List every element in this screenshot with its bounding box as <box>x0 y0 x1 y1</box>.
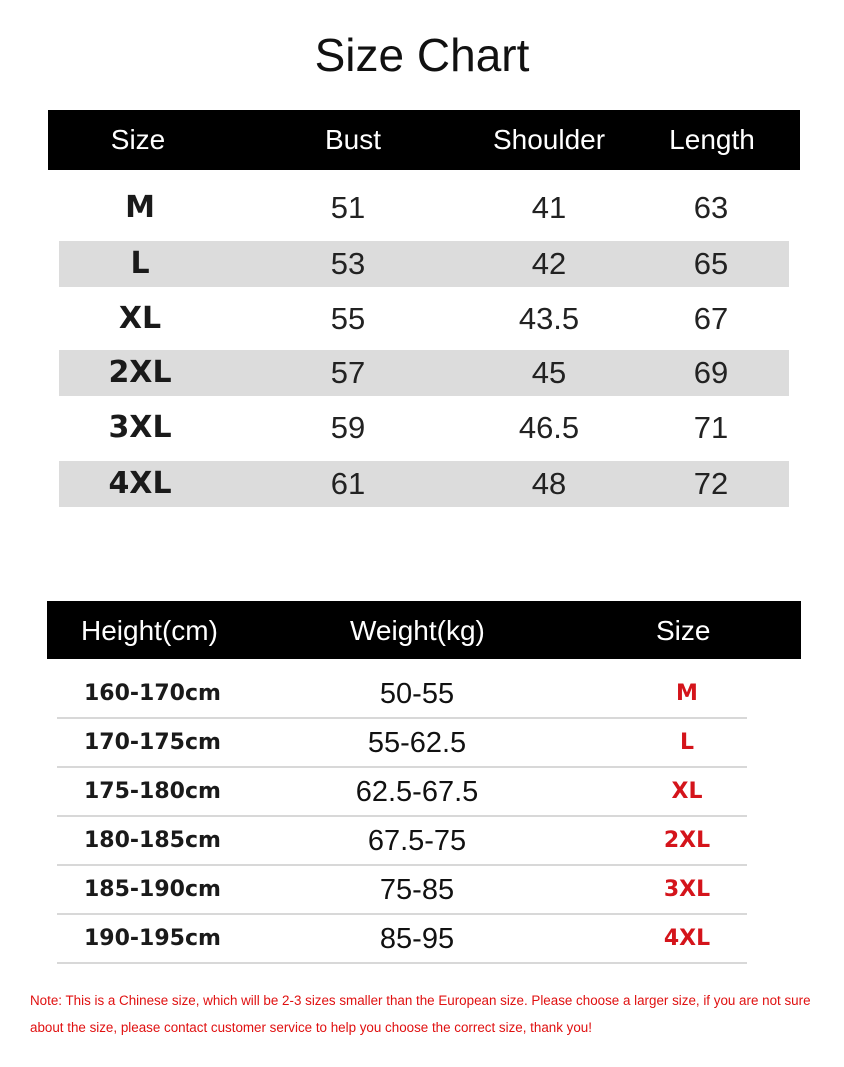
table-row <box>59 296 789 342</box>
cell-length: 65 <box>693 246 729 281</box>
cell-length: 72 <box>693 466 729 501</box>
header-bust: Bust <box>324 124 382 155</box>
table-row <box>57 865 747 915</box>
cell-shoulder: 45 <box>531 355 567 390</box>
cell-length: 71 <box>693 410 729 445</box>
table-row <box>57 914 747 964</box>
cell-length: 69 <box>693 355 729 390</box>
table-row <box>57 669 747 719</box>
size-note: Note: This is a Chinese size, which will be 2-3 sizes smaller than the European size. Please choose a larger size, if you are not sure about the size, please contact customer service to help you choose the correct size, thank you! <box>30 993 811 1035</box>
header-size: Size <box>656 615 711 646</box>
cell-weight: 75-85 <box>379 874 455 906</box>
measurement-table-header <box>48 110 800 170</box>
cell-shoulder: 41 <box>531 190 567 225</box>
cell-shoulder: 43.5 <box>518 301 580 336</box>
cell-shoulder: 42 <box>531 246 567 281</box>
cell-length: 67 <box>693 301 729 336</box>
cell-height: 190-195cm <box>84 926 221 951</box>
cell-size: L <box>679 730 695 755</box>
cell-size: M <box>676 681 698 706</box>
table-row <box>59 185 789 231</box>
cell-weight: 85-95 <box>379 923 455 955</box>
cell-shoulder: 46.5 <box>518 410 580 445</box>
table-row <box>59 405 789 451</box>
table-row <box>59 461 789 507</box>
cell-size: 2XL <box>663 828 711 853</box>
header-length: Length <box>669 124 755 155</box>
cell-bust: 55 <box>330 301 366 336</box>
table-row <box>57 816 747 866</box>
header-weight: Weight(kg) <box>350 615 485 646</box>
header-size: Size <box>110 124 166 155</box>
cell-height: 170-175cm <box>84 730 221 755</box>
cell-shoulder: 48 <box>531 466 567 501</box>
table-row <box>59 350 789 396</box>
cell-size: 4XL <box>108 466 172 501</box>
page-title: Size Chart <box>314 29 530 81</box>
cell-bust: 51 <box>330 190 366 225</box>
cell-weight: 50-55 <box>379 678 455 710</box>
cell-length: 63 <box>693 190 729 225</box>
cell-size: 3XL <box>663 877 711 902</box>
cell-size: 4XL <box>663 926 711 951</box>
cell-height: 175-180cm <box>84 779 221 804</box>
cell-weight: 55-62.5 <box>367 727 467 759</box>
cell-size: XL <box>671 779 703 804</box>
header-shoulder: Shoulder <box>492 124 606 155</box>
cell-bust: 61 <box>330 466 366 501</box>
cell-size: 3XL <box>108 410 172 445</box>
header-height: Height(cm) <box>81 615 218 646</box>
cell-height: 160-170cm <box>84 681 221 706</box>
cell-size: L <box>130 246 150 281</box>
cell-size: 2XL <box>108 355 172 390</box>
cell-weight: 67.5-75 <box>367 825 467 857</box>
cell-size: XL <box>118 301 162 336</box>
cell-bust: 53 <box>330 246 366 281</box>
cell-height: 185-190cm <box>84 877 221 902</box>
cell-bust: 59 <box>330 410 366 445</box>
cell-weight: 62.5-67.5 <box>355 776 479 808</box>
table-row <box>57 767 747 817</box>
recommendation-table-header <box>47 601 801 659</box>
cell-height: 180-185cm <box>84 828 221 853</box>
cell-size: M <box>125 190 155 225</box>
table-row <box>59 241 789 287</box>
table-row <box>57 718 747 768</box>
cell-bust: 57 <box>330 355 366 390</box>
